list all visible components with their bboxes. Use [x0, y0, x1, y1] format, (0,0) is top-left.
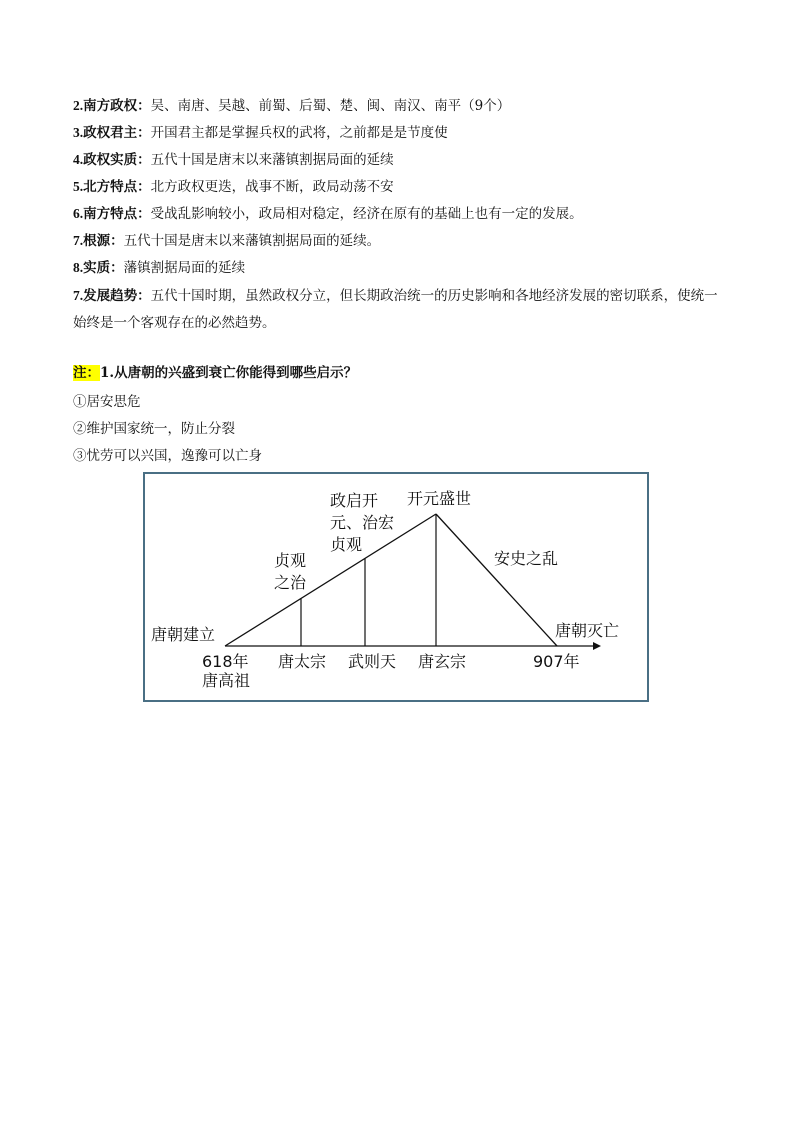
label-wuzetian-1: 政启开 [330, 491, 379, 510]
label-gaozu: 唐高祖 [202, 671, 251, 690]
point-text: 五代十国是唐末以来藩镇割据局面的延续 [150, 152, 394, 168]
point-text: 开国君主都是掌握兵权的武将，之前都是是节度使 [150, 125, 448, 141]
point-text: 五代十国时期，虽然政权分立，但长期政治统一的历史影响和各地经济发展的密切联系，使统一始终是一个客观存在的必然趋势。 [73, 288, 718, 331]
point-label: 3.政权君主： [73, 125, 151, 140]
point-text: 吴、南唐、吴越、前蜀、后蜀、楚、闽、南汉、南平（9个） [150, 98, 511, 114]
point-label: 8.实质： [73, 260, 124, 275]
point-text: 北方政权更迭，战事不断，政局动荡不安 [150, 179, 394, 195]
note-answer-2: ②维护国家统一，防止分裂 [73, 421, 235, 437]
point-text: 藩镇割据局面的延续 [123, 260, 246, 276]
point-rulers [73, 123, 448, 143]
note-question-text: 1.从唐朝的兴盛到衰亡你能得到哪些启示？ [100, 365, 358, 381]
point-nature [73, 258, 245, 278]
label-founding: 唐朝建立 [151, 625, 216, 644]
timeline-arrow [593, 642, 601, 650]
point-text: 五代十国是唐末以来藩镇割据局面的延续。 [123, 233, 381, 249]
point-north-features [73, 177, 394, 197]
label-fall: 唐朝灭亡 [555, 621, 620, 640]
label-anshi: 安史之乱 [494, 549, 559, 568]
point-label: 7.发展趋势： [73, 288, 151, 303]
point-label: 5.北方特点： [73, 179, 151, 194]
label-zhenguan-2: 之治 [274, 573, 307, 592]
point-label: 7.根源： [73, 233, 124, 248]
label-wuzetian-3: 贞观 [330, 535, 363, 554]
point-text: 受战乱影响较小，政局相对稳定，经济在原有的基础上也有一定的发展。 [150, 206, 583, 222]
label-wuzetian-2: 元、治宏 [330, 513, 395, 532]
label-taizong: 唐太宗 [278, 652, 327, 671]
point-label: 4.政权实质： [73, 152, 151, 167]
label-founding-year: 618年 [202, 652, 249, 671]
point-root-cause [73, 231, 380, 251]
label-xuanzong: 唐玄宗 [418, 652, 467, 671]
point-label: 2.南方政权： [73, 98, 151, 113]
tang-dynasty-diagram [143, 472, 649, 702]
note-answer-1: ①居安思危 [73, 394, 141, 410]
label-fall-year: 907年 [533, 652, 580, 671]
point-essence [73, 150, 394, 170]
note-label: 注： [73, 365, 100, 381]
note-question [73, 363, 357, 383]
point-trend [73, 282, 723, 337]
label-wuzetian: 武则天 [348, 652, 397, 671]
decline-line [436, 514, 557, 646]
point-southern-regimes [73, 96, 510, 116]
point-south-features [73, 204, 583, 224]
label-kaiyuan: 开元盛世 [407, 489, 472, 508]
label-zhenguan-1: 贞观 [274, 551, 307, 570]
point-label: 6.南方特点： [73, 206, 151, 221]
note-answer-3: ③忧劳可以兴国，逸豫可以亡身 [73, 448, 262, 464]
